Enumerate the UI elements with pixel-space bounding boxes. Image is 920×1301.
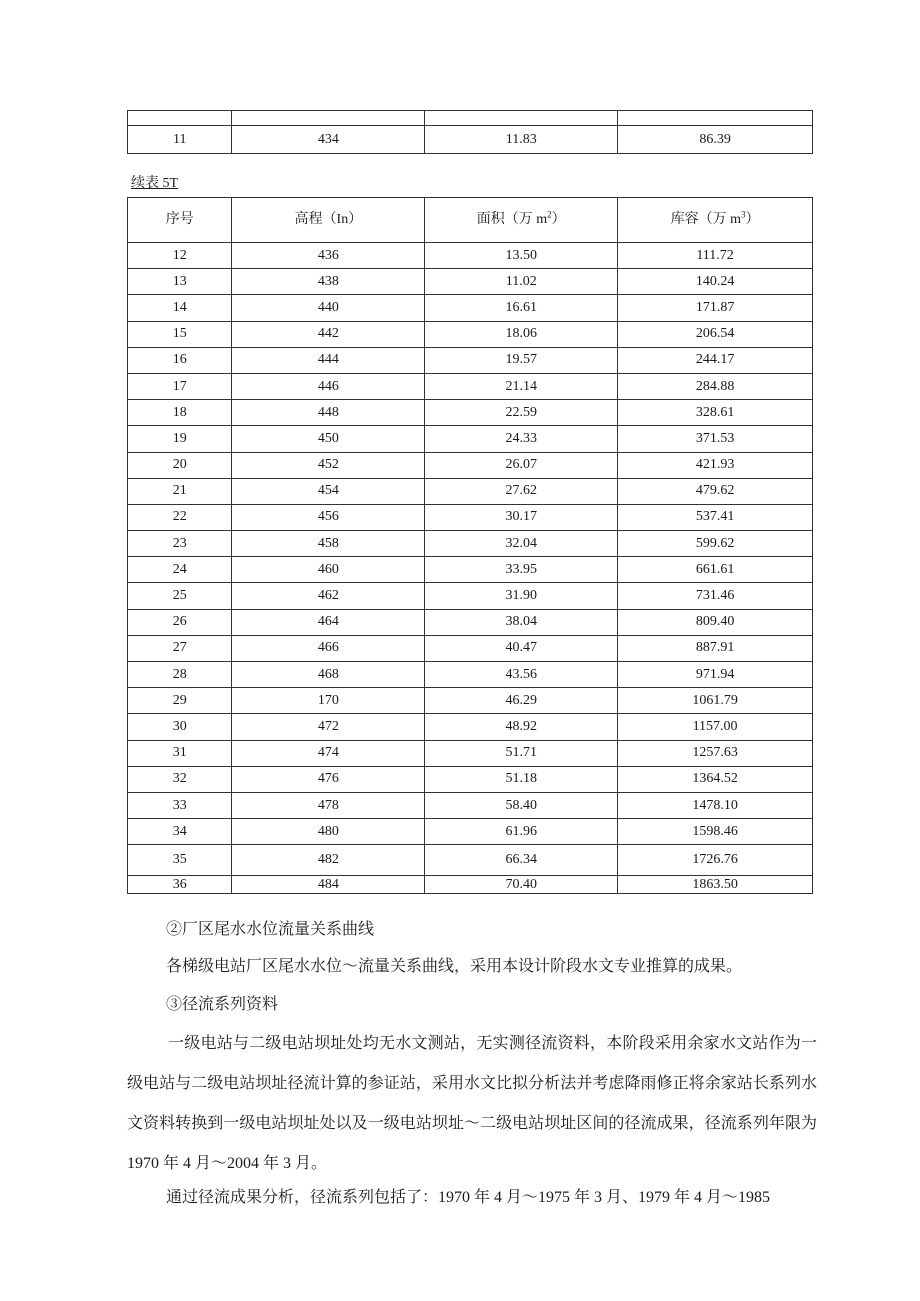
table-cell-elevation: 472	[232, 714, 425, 740]
table-row	[128, 321, 813, 347]
table-header-row	[128, 198, 813, 243]
reservoir-capacity-table	[127, 197, 813, 894]
table-cell-capacity: 328.61	[618, 400, 813, 426]
table-cell-area: 43.56	[425, 662, 618, 688]
table-row	[128, 688, 813, 714]
table-cell-area: 11.02	[425, 269, 618, 295]
table-cell-capacity: 421.93	[618, 452, 813, 478]
table-cell-index: 18	[128, 400, 232, 426]
table-cell-area: 48.92	[425, 714, 618, 740]
table-cell-elevation: 450	[232, 426, 425, 452]
table-cell-index: 29	[128, 688, 232, 714]
table-cell-elevation: 460	[232, 557, 425, 583]
table-row	[128, 531, 813, 557]
table-row	[128, 609, 813, 635]
table-cell-area: 32.04	[425, 531, 618, 557]
table-row	[128, 452, 813, 478]
table-cell-capacity: 731.46	[618, 583, 813, 609]
table-cell-elevation: 478	[232, 792, 425, 818]
table-cell-index: 20	[128, 452, 232, 478]
table-cell-area: 30.17	[425, 504, 618, 530]
table-cell-capacity: 284.88	[618, 373, 813, 399]
table-row	[128, 126, 813, 154]
table-cell-index: 15	[128, 321, 232, 347]
table-cell-index: 14	[128, 295, 232, 321]
table-cell-area: 27.62	[425, 478, 618, 504]
table-cell-area: 51.18	[425, 766, 618, 792]
table-cell-elevation: 438	[232, 269, 425, 295]
table-cell-area: 21.14	[425, 373, 618, 399]
table-cell-capacity: 661.61	[618, 557, 813, 583]
table-cell-capacity: 1061.79	[618, 688, 813, 714]
table-cell-area: 51.71	[425, 740, 618, 766]
analysis-paragraph: 通过径流成果分析，径流系列包括了：1970 年 4 月～1975 年 3 月、1979 年 4 月～1985	[166, 1189, 771, 1206]
table-cell-elevation: 468	[232, 662, 425, 688]
runoff-paragraph: 一级电站与二级电站坝址处均无水文测站，无实测径流资料，本阶段采用余家水文站作为一级电站与二级电站坝址径流计算的参证站，采用水文比拟分析法并考虑降雨修正将余家站长系列水文资料转换到一级电站坝址处以及一级电站坝址～二级电站坝址区间的径流成果，径流系列年限为 1970 年 4 月～2004 年 3 月。	[127, 1035, 817, 1172]
table-cell-capacity: 1364.52	[618, 766, 813, 792]
table-cell-capacity: 1157.00	[618, 714, 813, 740]
tailwater-paragraph: 各梯级电站厂区尾水水位～流量关系曲线，采用本设计阶段水文专业推算的成果。	[166, 958, 743, 975]
table-cell-elevation: 482	[232, 845, 425, 876]
table-cell-capacity: 887.91	[618, 635, 813, 661]
table-cell-area: 61.96	[425, 819, 618, 845]
table-cell-index: 23	[128, 531, 232, 557]
table-cell-area: 31.90	[425, 583, 618, 609]
table-row	[128, 819, 813, 845]
table-cell-index: 35	[128, 845, 232, 876]
table-cell-elevation: 446	[232, 373, 425, 399]
table-cell-capacity: 1726.76	[618, 845, 813, 876]
table-cell-index: 19	[128, 426, 232, 452]
table-cell-index: 25	[128, 583, 232, 609]
table-cell-elevation: 456	[232, 504, 425, 530]
table-cell-area: 66.34	[425, 845, 618, 876]
table-cell-index: 26	[128, 609, 232, 635]
table-row	[128, 845, 813, 876]
table-row	[128, 792, 813, 818]
table-cell-capacity: 206.54	[618, 321, 813, 347]
table-cell-index: 11	[128, 126, 232, 154]
table-cell-area: 13.50	[425, 243, 618, 269]
table-row	[128, 662, 813, 688]
table-row	[128, 504, 813, 530]
table-row	[128, 714, 813, 740]
table-cell-index: 16	[128, 347, 232, 373]
table-row	[128, 400, 813, 426]
header-index: 序号	[128, 198, 232, 243]
table-row	[128, 557, 813, 583]
table-row	[128, 243, 813, 269]
table-cell-elevation: 462	[232, 583, 425, 609]
table-cell-area: 33.95	[425, 557, 618, 583]
table-row	[128, 269, 813, 295]
table-cell-elevation: 484	[232, 876, 425, 894]
table-cell-elevation: 436	[232, 243, 425, 269]
table-cell-area: 18.06	[425, 321, 618, 347]
table-row	[128, 583, 813, 609]
table-row	[128, 635, 813, 661]
table-row-empty	[128, 111, 813, 126]
table-cell-capacity: 171.87	[618, 295, 813, 321]
table-cell-capacity: 971.94	[618, 662, 813, 688]
table-cell-capacity: 1598.46	[618, 819, 813, 845]
table-cell-elevation: 454	[232, 478, 425, 504]
header-area: 面积（万 $m^2$）	[425, 198, 618, 243]
table-cell-elevation: 440	[232, 295, 425, 321]
table-cell-area: 16.61	[425, 295, 618, 321]
table-cell-elevation: 466	[232, 635, 425, 661]
table-cell-area: 26.07	[425, 452, 618, 478]
table-caption: 续表 5T	[131, 176, 179, 191]
table-row	[128, 766, 813, 792]
table-cell-elevation: 476	[232, 766, 425, 792]
table-cell-area: 19.57	[425, 347, 618, 373]
table-cell-area: 70.40	[425, 876, 618, 894]
table-cell-index: 30	[128, 714, 232, 740]
table-cell-elevation: 464	[232, 609, 425, 635]
table-cell-index: 12	[128, 243, 232, 269]
heading-runoff-series: ③径流系列资料	[166, 996, 279, 1013]
table-row	[128, 876, 813, 894]
table-cell-index: 34	[128, 819, 232, 845]
table-cell-capacity: 140.24	[618, 269, 813, 295]
table-cell-capacity: 537.41	[618, 504, 813, 530]
table-cell-area: 11.83	[425, 126, 618, 154]
header-capacity: 库容（万 $m^3$）	[618, 198, 813, 243]
table-cell-index: 32	[128, 766, 232, 792]
table-cell-capacity: 244.17	[618, 347, 813, 373]
table-cell-capacity: 479.62	[618, 478, 813, 504]
table-cell-elevation: 444	[232, 347, 425, 373]
table-continuation-top	[127, 110, 813, 154]
table-cell-capacity: 809.40	[618, 609, 813, 635]
table-cell-elevation: 474	[232, 740, 425, 766]
table-cell-capacity: 86.39	[618, 126, 813, 154]
table-cell-elevation: 442	[232, 321, 425, 347]
table-cell-capacity: 1863.50	[618, 876, 813, 894]
table-cell-index: 31	[128, 740, 232, 766]
table-cell-area: 38.04	[425, 609, 618, 635]
table-row	[128, 426, 813, 452]
table-cell-elevation: 458	[232, 531, 425, 557]
table-cell-index: 36	[128, 876, 232, 894]
table-row	[128, 347, 813, 373]
table-cell-area: 22.59	[425, 400, 618, 426]
table-cell-capacity: 1478.10	[618, 792, 813, 818]
table-cell-index: 27	[128, 635, 232, 661]
table-cell-area: 58.40	[425, 792, 618, 818]
table-cell-index: 22	[128, 504, 232, 530]
table-cell-capacity: 111.72	[618, 243, 813, 269]
table-cell-area: 46.29	[425, 688, 618, 714]
table-cell-index: 17	[128, 373, 232, 399]
table-cell-capacity: 599.62	[618, 531, 813, 557]
table-cell-index: 33	[128, 792, 232, 818]
table-cell-index: 28	[128, 662, 232, 688]
table-row	[128, 373, 813, 399]
table-row	[128, 740, 813, 766]
table-row	[128, 295, 813, 321]
table-cell-elevation: 452	[232, 452, 425, 478]
table-cell-index: 24	[128, 557, 232, 583]
heading-tailwater-curve: ②厂区尾水水位流量关系曲线	[166, 921, 375, 938]
table-cell-capacity: 1257.63	[618, 740, 813, 766]
table-cell-elevation: 170	[232, 688, 425, 714]
table-row	[128, 478, 813, 504]
table-cell-index: 13	[128, 269, 232, 295]
table-cell-index: 21	[128, 478, 232, 504]
table-cell-area: 24.33	[425, 426, 618, 452]
table-cell-elevation: 434	[232, 126, 425, 154]
table-cell-elevation: 480	[232, 819, 425, 845]
table-cell-capacity: 371.53	[618, 426, 813, 452]
table-cell-elevation: 448	[232, 400, 425, 426]
table-cell-area: 40.47	[425, 635, 618, 661]
header-elevation: 高程（In）	[232, 198, 425, 243]
